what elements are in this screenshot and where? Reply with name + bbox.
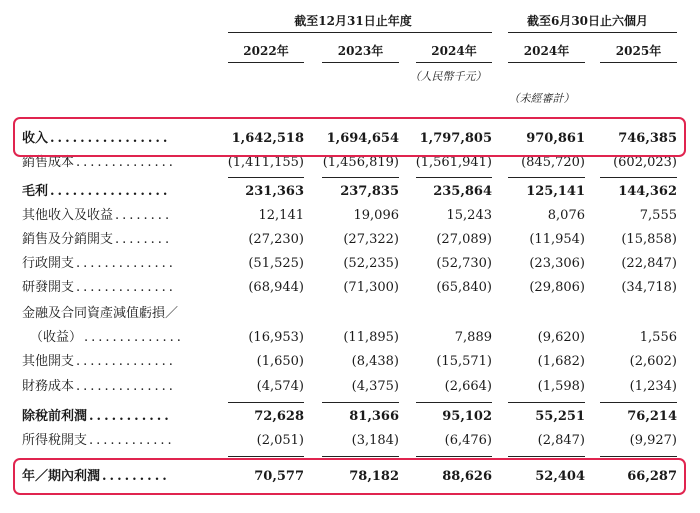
profit-highlight-box — [13, 458, 686, 495]
table-row-profit-before-tax — [0, 406, 700, 428]
cell-2024: 88,626 — [442, 469, 492, 484]
rule-after-cost-of-sales — [228, 177, 304, 178]
cell-2022: (1,411,155) — [227, 155, 304, 170]
row-label: 年／期內利潤 ......... — [22, 469, 170, 484]
row-label: 其他收入及收益 ........ — [22, 208, 173, 223]
row-label: 金融及合同資產減值虧損／ — [22, 306, 179, 321]
cell-2025-h1: 746,385 — [618, 131, 677, 146]
cell-2024-h1: 8,076 — [547, 208, 585, 223]
table-row-selling-expenses — [0, 229, 700, 251]
audit-note: （未經審計） — [508, 92, 575, 105]
cell-2022: (27,230) — [248, 232, 304, 247]
cell-2023: (71,300) — [343, 280, 399, 295]
cell-2023: 78,182 — [349, 469, 399, 484]
row-label: 銷售及分銷開支 ........ — [22, 232, 173, 247]
cell-2024: 7,889 — [454, 330, 492, 345]
year-header-2025-h1: 2025年 — [615, 44, 662, 58]
cell-2023: 1,694,654 — [326, 131, 399, 146]
cell-2023: (11,895) — [343, 330, 399, 345]
header-halfyear-group: 截至6月30日止六個月 — [526, 14, 649, 28]
cell-2023: 19,096 — [353, 208, 399, 223]
cell-2024-h1: (1,598) — [537, 379, 585, 394]
cell-2024: (52,730) — [436, 256, 492, 271]
table-row-impairment-label — [0, 303, 700, 325]
cell-2022: (51,525) — [248, 256, 304, 271]
cell-2023: (3,184) — [351, 433, 399, 448]
cell-2025-h1: 7,555 — [639, 208, 677, 223]
rule-after-income-tax — [416, 456, 492, 457]
cell-2024-h1: 52,404 — [535, 469, 585, 484]
cell-2024-h1: (2,847) — [537, 433, 585, 448]
table-row-rnd-expenses — [0, 277, 700, 299]
row-label: 財務成本 .............. — [22, 379, 176, 394]
cell-2024-h1: (11,954) — [529, 232, 585, 247]
rule-after-finance-costs — [416, 402, 492, 403]
rule-after-finance-costs — [508, 402, 585, 403]
table-row-other-income — [0, 205, 700, 227]
cell-2025-h1: (34,718) — [621, 280, 677, 295]
cell-2023: 81,366 — [349, 409, 399, 424]
cell-2024: 15,243 — [446, 208, 492, 223]
cell-2023: (4,375) — [351, 379, 399, 394]
cell-2025-h1: 1,556 — [639, 330, 677, 345]
rule-after-cost-of-sales — [600, 177, 677, 178]
cell-2025-h1: (9,927) — [629, 433, 677, 448]
rule-after-income-tax — [322, 456, 399, 457]
cell-2024: (1,561,941) — [415, 155, 492, 170]
cell-2022: 12,141 — [258, 208, 304, 223]
cell-2024-h1: (29,806) — [529, 280, 585, 295]
rule-after-finance-costs — [322, 402, 399, 403]
row-label: 其他開支 .............. — [22, 354, 176, 369]
cell-2022: (16,953) — [248, 330, 304, 345]
table-row-admin-expenses — [0, 253, 700, 275]
cell-2024-h1: (23,306) — [529, 256, 585, 271]
cell-2024: 235,864 — [433, 184, 492, 199]
row-label: （收益） .............. — [30, 330, 184, 345]
cell-2024-h1: 55,251 — [535, 409, 585, 424]
row-label: 研發開支 .............. — [22, 280, 176, 295]
year-rule-2024-h1 — [508, 62, 585, 63]
cell-2024: (27,089) — [436, 232, 492, 247]
year-rule-2024 — [416, 62, 492, 63]
cell-2023: (8,438) — [351, 354, 399, 369]
row-label: 所得稅開支 ............ — [22, 433, 175, 448]
cell-2024: (65,840) — [436, 280, 492, 295]
cell-2025-h1: (2,602) — [629, 354, 677, 369]
row-label: 收入 ................ — [22, 131, 171, 146]
revenue-highlight-box — [13, 117, 686, 157]
row-label: 毛利 ................ — [22, 184, 171, 199]
table-row-finance-costs — [0, 376, 700, 398]
cell-2024-h1: (9,620) — [537, 330, 585, 345]
cell-2024: (6,476) — [444, 433, 492, 448]
cell-2023: 237,835 — [340, 184, 399, 199]
cell-2022: (68,944) — [248, 280, 304, 295]
cell-2023: (1,456,819) — [322, 155, 399, 170]
rule-after-cost-of-sales — [416, 177, 492, 178]
rule-after-cost-of-sales — [508, 177, 585, 178]
row-label: 銷售成本 .............. — [22, 155, 176, 170]
year-header-2022: 2022年 — [243, 44, 289, 58]
rule-after-finance-costs — [600, 402, 677, 403]
cell-2024: 1,797,805 — [419, 131, 492, 146]
year-rule-2025-h1 — [600, 62, 677, 63]
cell-2025-h1: (22,847) — [621, 256, 677, 271]
cell-2025-h1: (1,234) — [629, 379, 677, 394]
header-year-group-rule — [228, 32, 492, 33]
year-header-2023: 2023年 — [337, 44, 384, 58]
year-rule-2022 — [228, 62, 304, 63]
header-year-group: 截至12月31日止年度 — [294, 14, 412, 28]
cell-2025-h1: 76,214 — [627, 409, 677, 424]
rule-after-income-tax — [228, 456, 304, 457]
row-label: 行政開支 .............. — [22, 256, 176, 271]
cell-2024: (15,571) — [436, 354, 492, 369]
cell-2023: (27,322) — [343, 232, 399, 247]
rule-after-income-tax — [508, 456, 585, 457]
table-row-other-expenses — [0, 351, 700, 373]
cell-2024: 95,102 — [442, 409, 492, 424]
cell-2023: (52,235) — [343, 256, 399, 271]
cell-2024: (2,664) — [444, 379, 492, 394]
table-row-impairment — [0, 327, 700, 349]
year-header-2024: 2024年 — [431, 44, 477, 58]
table-row-income-tax — [0, 430, 700, 452]
rule-after-cost-of-sales — [322, 177, 399, 178]
row-label: 除稅前利潤 ........... — [22, 409, 172, 424]
rule-after-income-tax — [600, 456, 677, 457]
cell-2022: 70,577 — [254, 469, 304, 484]
cell-2022: (2,051) — [256, 433, 304, 448]
cell-2022: 72,628 — [254, 409, 304, 424]
cell-2024-h1: 970,861 — [526, 131, 585, 146]
rule-after-finance-costs — [228, 402, 304, 403]
header-halfyear-group-rule — [508, 32, 677, 33]
cell-2024-h1: (1,682) — [537, 354, 585, 369]
unit-note: （人民幣千元） — [409, 70, 487, 83]
cell-2022: (4,574) — [256, 379, 304, 394]
cell-2025-h1: (602,023) — [613, 155, 677, 170]
cell-2022: 231,363 — [245, 184, 304, 199]
table-row-gross-profit — [0, 181, 700, 203]
year-header-2024-h1: 2024年 — [523, 44, 570, 58]
cell-2024-h1: 125,141 — [526, 184, 585, 199]
cell-2025-h1: 66,287 — [627, 469, 677, 484]
cell-2025-h1: (15,858) — [621, 232, 677, 247]
cell-2025-h1: 144,362 — [618, 184, 677, 199]
year-rule-2023 — [322, 62, 399, 63]
cell-2022: 1,642,518 — [231, 131, 304, 146]
cell-2024-h1: (845,720) — [521, 155, 585, 170]
cell-2022: (1,650) — [256, 354, 304, 369]
